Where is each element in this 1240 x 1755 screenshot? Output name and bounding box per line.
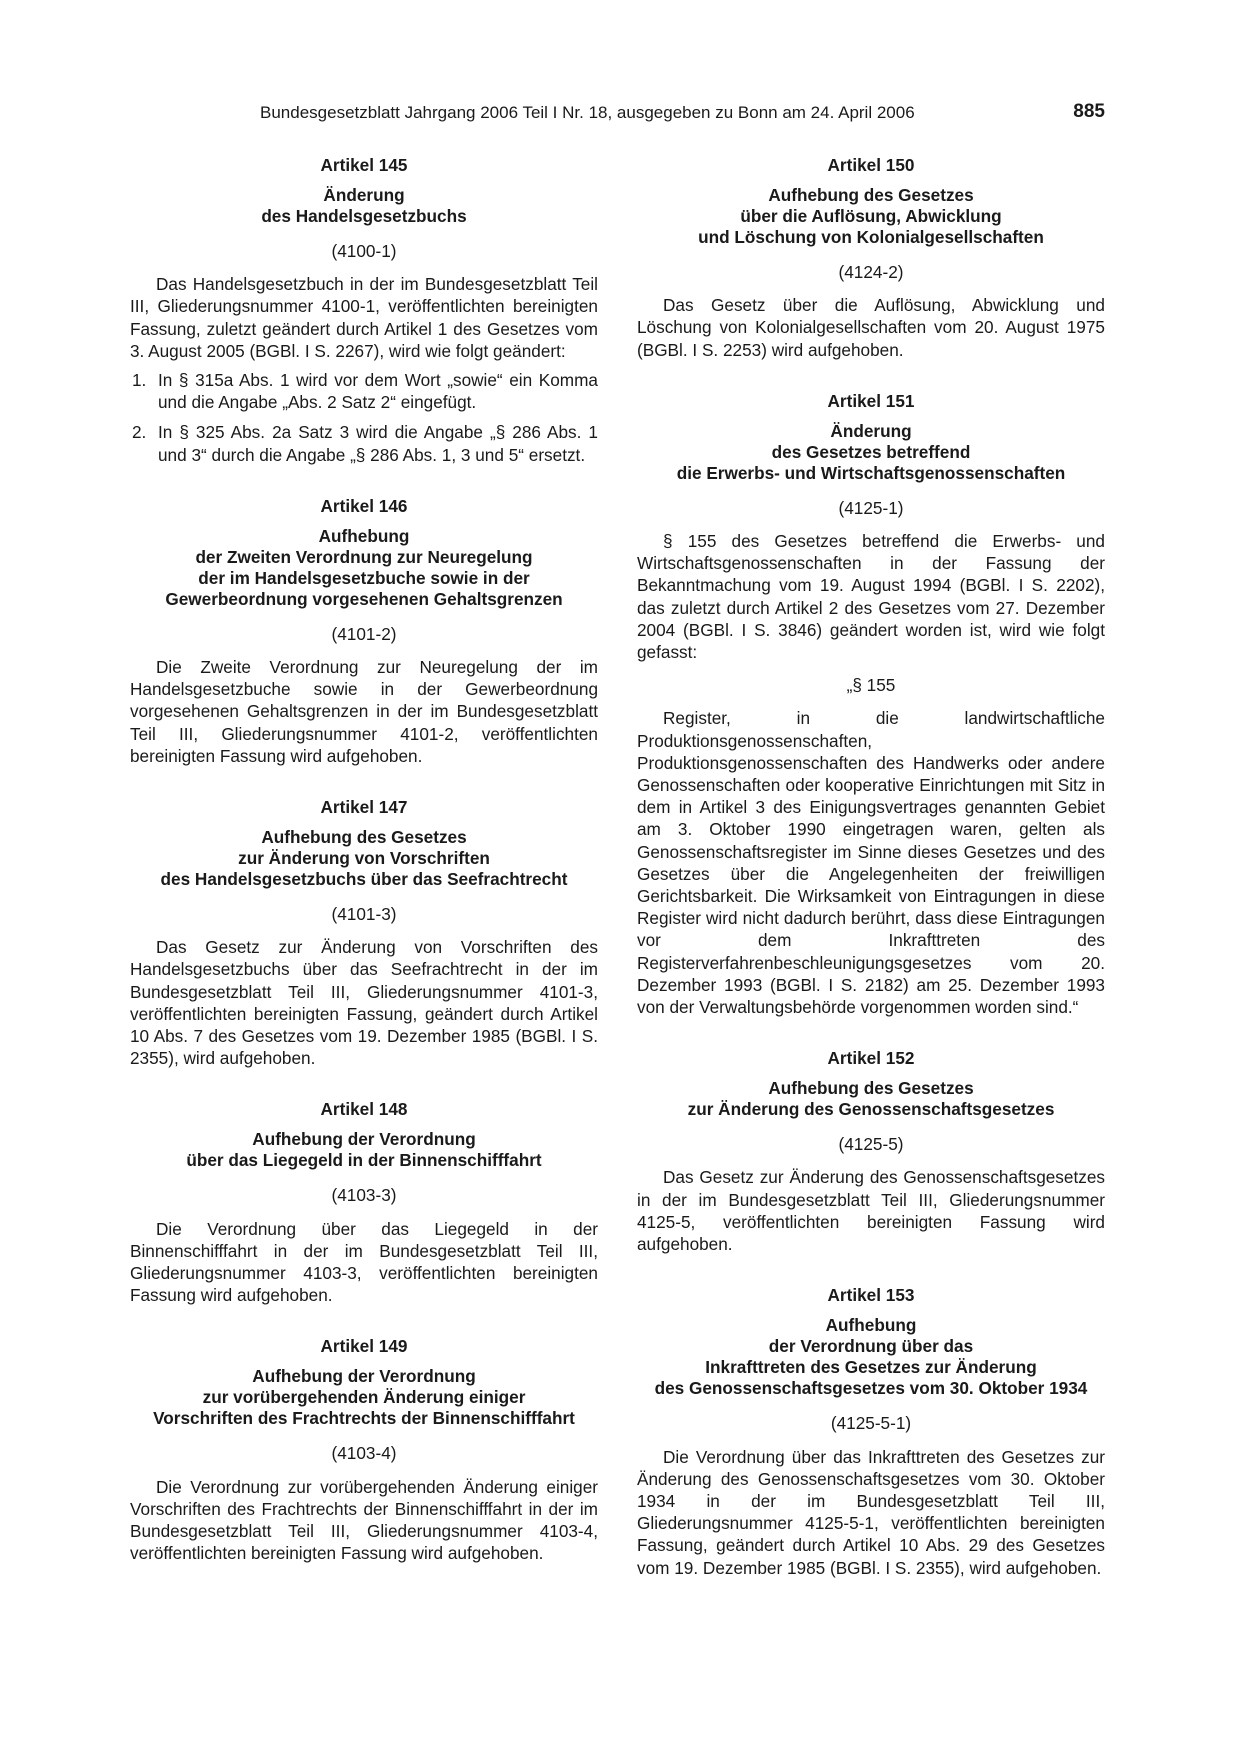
- quoted-section-text: Register, in die landwirtschaftliche Produktionsgenossenschaften, Produktionsgenossenschaften des Handwerks oder andere Genossenschaften oder kooperative Einrichtungen mit Sitz in dem in Artikel 3 des Einigungsvertrages genannten Gebiet am 3. Oktober 1990 eingetragen waren, gelten als Genossenschaftsregister im Sinne dieses Gesetzes und des Gesetzes über die Angelegenheiten der freiwilligen Gerichtsbarkeit. Die Wirksamkeit von Eintragungen in diese Register wird nicht dadurch berührt, dass diese Eintragungen vor dem Inkrafttreten des Registerverfahrenbeschleunigungsgesetzes vom 20. Dezember 1993 (BGBl. I S. 2182) am 25. Dezember 1993 von der Verwaltungsbehörde vorgenommen worden sind.“: [637, 708, 1105, 1018]
- title-line: und Löschung von Kolonialgesellschaften: [698, 227, 1044, 247]
- right-column: [637, 154, 1105, 1608]
- running-title: Bundesgesetzblatt Jahrgang 2006 Teil I Nr. 18, ausgegeben zu Bonn am 24. April 2006: [260, 103, 915, 122]
- title-line: über das Liegegeld in der Binnenschifffahrt: [186, 1150, 542, 1171]
- article-number: Artikel 150: [827, 155, 915, 175]
- article-number: Artikel 151: [827, 390, 915, 411]
- article-title: [130, 827, 598, 890]
- article-text: Die Verordnung zur vorübergehenden Änderung einiger Vorschriften des Frachtrechts der Binnenschifffahrt in der im Bundesgesetzblatt Teil III, Gliederungsnummer 4103-4, veröffentlichten bereinigten Fassung wird aufgehoben.: [130, 1476, 598, 1564]
- title-line: zur vorübergehenden Änderung einiger: [202, 1387, 526, 1408]
- article-text: Das Gesetz zur Änderung des Genossenschaftsgesetzes in der im Bundesgesetzblatt Teil III, Gliederungsnummer 4125-5, veröffentlichten bereinigten Fassung wird aufgehoben.: [637, 1167, 1105, 1255]
- article-149: [130, 1335, 598, 1564]
- title-line: des Handelsgesetzbuchs über das Seefrachtrecht: [160, 869, 568, 890]
- title-line: Vorschriften des Frachtrechts der Binnenschifffahrt: [153, 1408, 575, 1429]
- title-line: Aufhebung des Gesetzes: [261, 827, 467, 848]
- title-line: des Gesetzes betreffend: [771, 441, 971, 462]
- article-title: [130, 526, 598, 610]
- classification-number: (4101-3): [331, 904, 397, 925]
- article-title: [637, 185, 1105, 248]
- left-column: [130, 154, 598, 1594]
- article-number: Artikel 149: [320, 1336, 408, 1357]
- list-text: In § 325 Abs. 2a Satz 3 wird die Angabe „§ 286 Abs. 1 und 3“ durch die Angabe „§ 286 Abs. 1, 3 und 5“ ersetzt.: [158, 422, 598, 465]
- quoted-section-heading: „§ 155: [846, 675, 896, 696]
- title-line: des Genossenschaftsgesetzes vom 30. Oktober 1934: [654, 1378, 1088, 1399]
- article-text: Das Gesetz zur Änderung von Vorschriften des Handelsgesetzbuchs über das Seefrachtrecht in der im Bundesgesetzblatt Teil III, Gliederungsnummer 4101-3, veröffentlichten bereinigten Fassung, geändert durch Artikel 10 Abs. 7 des Gesetzes vom 19. Dezember 1985 (BGBl. I S. 2355), wird aufgehoben.: [130, 937, 598, 1069]
- title-line: des Handelsgesetzbuchs: [261, 206, 467, 226]
- article-150: [637, 154, 1105, 361]
- article-148: [130, 1098, 598, 1306]
- title-line: Aufhebung des Gesetzes: [768, 185, 974, 205]
- title-line: Inkrafttreten des Gesetzes zur Änderung: [705, 1357, 1037, 1378]
- title-line: Aufhebung der Verordnung: [252, 1366, 476, 1387]
- article-number: Artikel 152: [827, 1048, 915, 1069]
- amendment-list: [130, 369, 598, 466]
- article-title: [130, 1129, 598, 1171]
- article-152: [637, 1047, 1105, 1255]
- article-text: Die Zweite Verordnung zur Neuregelung der im Handelsgesetzbuche sowie in der Gewerbeordnung vorgesehenen Gehaltsgrenzen in der im Bundesgesetzblatt Teil III, Gliederungsnummer 4101-2, veröffentlichten bereinigten Fassung wird aufgehoben.: [130, 657, 598, 766]
- article-text: Das Gesetz über die Auflösung, Abwicklung und Löschung von Kolonialgesellschaften vom 20. August 1975 (BGBl. I S. 2253) wird aufgehoben.: [637, 295, 1105, 360]
- article-title: [130, 185, 598, 227]
- classification-number: (4100-1): [331, 241, 397, 261]
- classification-number: (4103-4): [331, 1443, 397, 1464]
- list-item: [130, 369, 598, 413]
- article-number: Artikel 148: [320, 1099, 408, 1120]
- page-header: [130, 101, 1105, 125]
- article-145: [130, 154, 598, 466]
- list-number: 1.: [132, 370, 147, 391]
- article-number: Artikel 145: [320, 155, 408, 175]
- article-text: Die Verordnung über das Inkrafttreten des Gesetzes zur Änderung des Genossenschaftsgesetzes vom 30. Oktober 1934 in der im Bundesgesetzblatt Teil III, Gliederungsnummer 4125-5-1, veröffentlichten bereinigten Fassung, geändert durch Artikel 10 Abs. 29 des Gesetzes vom 19. Dezember 1985 (BGBl. I S. 2355), wird aufgehoben.: [637, 1446, 1105, 1578]
- title-line: der im Handelsgesetzbuche sowie in der: [198, 567, 530, 588]
- list-text: In § 315a Abs. 1 wird vor dem Wort „sowie“ ein Komma und die Angabe „Abs. 2 Satz 2“ eingefügt.: [158, 370, 598, 413]
- article-title: [637, 1078, 1105, 1120]
- title-line: Aufhebung der Verordnung: [252, 1129, 476, 1150]
- list-item: [130, 421, 598, 465]
- title-line: der Zweiten Verordnung zur Neuregelung: [195, 546, 533, 567]
- article-title: [130, 1366, 598, 1429]
- title-line: Aufhebung: [825, 1315, 917, 1336]
- list-number: 2.: [132, 422, 147, 443]
- article-147: [130, 796, 598, 1069]
- article-text: § 155 des Gesetzes betreffend die Erwerbs- und Wirtschaftsgenossenschaften in der Fassung der Bekanntmachung vom 19. August 1994 (BGBl. I S. 2202), das zuletzt durch Artikel 2 des Gesetzes vom 27. Dezember 2004 (BGBl. I S. 3846) geändert worden ist, wird wie folgt gefasst:: [637, 531, 1105, 663]
- classification-number: (4125-1): [838, 497, 904, 518]
- article-153: [637, 1284, 1105, 1578]
- classification-number: (4125-5): [838, 1134, 904, 1155]
- title-line: Aufhebung des Gesetzes: [768, 1078, 974, 1099]
- classification-number: (4103-3): [331, 1185, 397, 1206]
- title-line: Änderung: [323, 185, 405, 205]
- title-line: Gewerbeordnung vorgesehenen Gehaltsgrenzen: [165, 588, 563, 609]
- article-number: Artikel 153: [827, 1285, 915, 1306]
- article-number: Artikel 146: [320, 495, 408, 516]
- article-title: [637, 421, 1105, 484]
- title-line: zur Änderung des Genossenschaftsgesetzes: [687, 1099, 1055, 1120]
- article-number: Artikel 147: [320, 797, 408, 818]
- title-line: der Verordnung über das: [768, 1336, 974, 1357]
- article-151: [637, 390, 1105, 1018]
- classification-number: (4101-2): [331, 623, 397, 644]
- article-text: Die Verordnung über das Liegegeld in der Binnenschifffahrt in der im Bundesgesetzblatt Teil III, Gliederungsnummer 4103-3, veröffentlichten bereinigten Fassung wird aufgehoben.: [130, 1218, 598, 1306]
- title-line: Aufhebung: [318, 525, 410, 546]
- article-text: Das Handelsgesetzbuch in der im Bundesgesetzblatt Teil III, Gliederungsnummer 4100-1, veröffentlichten bereinigten Fassung, zuletzt geändert durch Artikel 1 des Gesetzes vom 3. August 2005 (BGBl. I S. 2267), wird wie folgt geändert:: [130, 274, 598, 361]
- title-line: zur Änderung von Vorschriften: [238, 848, 490, 869]
- article-146: [130, 495, 598, 767]
- title-line: über die Auflösung, Abwicklung: [740, 206, 1002, 226]
- title-line: die Erwerbs- und Wirtschaftsgenossenschaften: [676, 462, 1066, 483]
- page-number: 885: [1073, 101, 1105, 122]
- classification-number: (4125-5-1): [830, 1413, 912, 1434]
- classification-number: (4124-2): [838, 262, 904, 282]
- article-title: [637, 1315, 1105, 1399]
- title-line: Änderung: [830, 420, 912, 441]
